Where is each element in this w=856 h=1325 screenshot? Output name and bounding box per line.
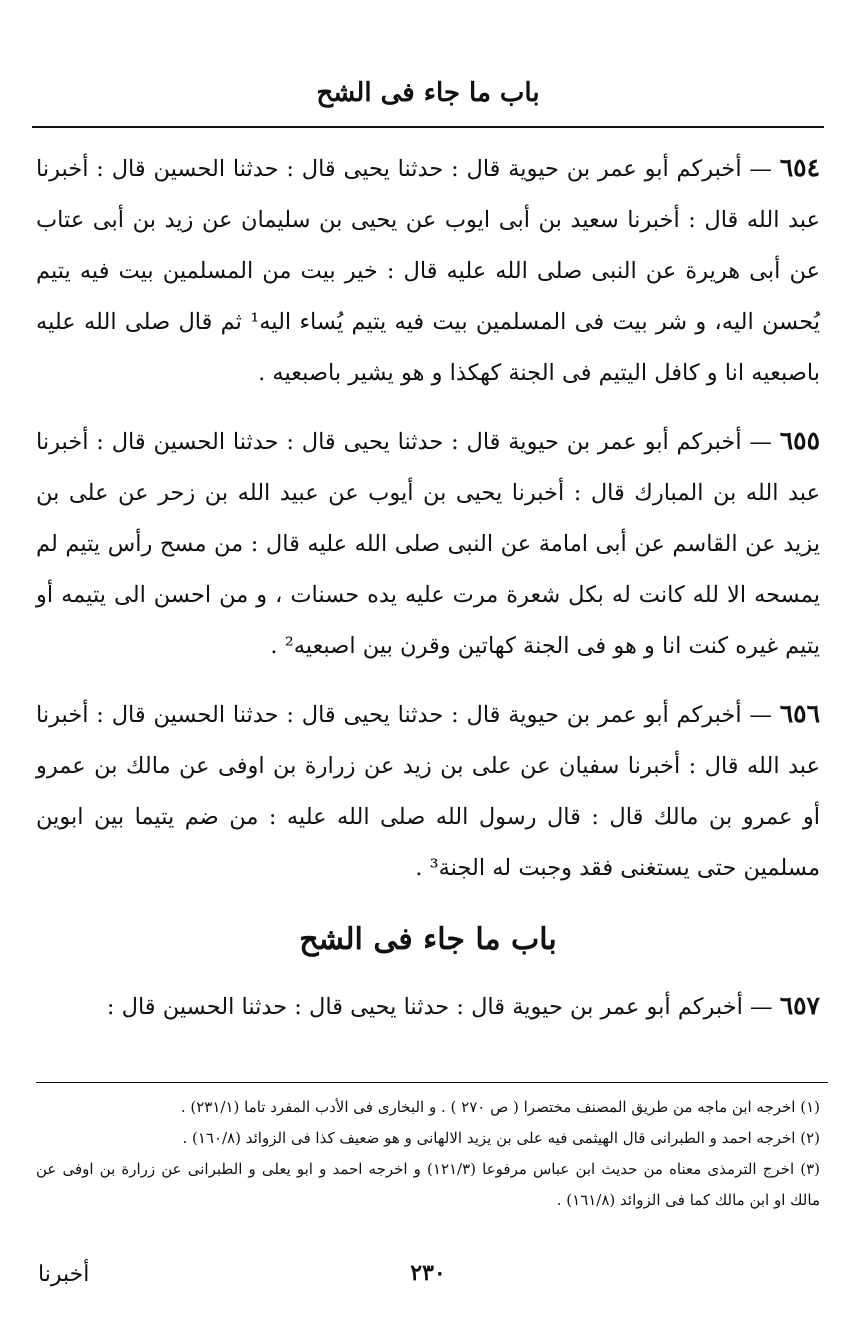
- footnotes: [36, 1092, 820, 1216]
- hadith-654: [36, 142, 820, 399]
- footnote-1: (١) اخرجه ابن ماجه من طريق المصنف مختصرا ( ص ٢٧٠ ) . و البخارى فى الأدب المفرد تاما (٢٣١/١) .: [180, 1098, 820, 1116]
- hadith-paragraph: [36, 980, 820, 1033]
- hadith-text: — أخبركم أبو عمر بن حيوية قال : حدثنا يحيى قال : حدثنا الحسين قال :: [106, 994, 773, 1020]
- footnote-2: (٢) اخرجه احمد و الطبرانى قال الهيثمى فيه على بن يزيد الالهانى و هو ضعيف كذا فى الزوائد (١٦٠/٨) .: [182, 1129, 820, 1147]
- footnote-3: (٣) اخرج الترمذى معناه من حديث ابن عباس مرفوعا (١٢١/٣) و اخرجه احمد و ابو يعلى و الطبرانى عن زرارة بن اوفى عن مالك او ابن مالك كما فى الزوائد (١٦١/٨) .: [36, 1160, 820, 1209]
- hadith-657: [36, 980, 820, 1033]
- hadith-text: — أخبركم أبو عمر بن حيوية قال : حدثنا يحيى قال : حدثنا الحسين قال : أخبرنا عبد الله قال : أخبرنا سفيان عن على بن زيد عن زرارة بن اوفى عن مالك بن عمرو أو عمرو بن مالك قال : قال رسول الله صلى الله عليه : من ضم يتيما بين ابوين مسلمين حتى يستغنى فقد وجبت له الجنة³ .: [36, 702, 820, 881]
- hadith-number: ٦٥٤: [779, 153, 821, 182]
- hadith-paragraph: [36, 688, 820, 894]
- hadith-text: — أخبركم أبو عمر بن حيوية قال : حدثنا يحيى قال : حدثنا الحسين قال : أخبرنا عبد الله قال : أخبرنا سعيد بن أبى ايوب عن يحيى بن سليمان عن زيد بن أبى عتاب عن أبى هريرة عن النبى صلى الله عليه قال : خير بيت من المسلمين بيت فيه يتيم يُحسن اليه، و شر بيت فى المسلمين بيت فيه يتيم يُساء اليه¹ ثم قال صلى الله عليه باصبعيه انا و كافل اليتيم فى الجنة كهكذا و هو يشير باصبعيه .: [36, 156, 821, 386]
- page-number: ٢٣٠: [410, 1260, 446, 1286]
- hadith-paragraph: [36, 142, 820, 399]
- catchword: أخبرنا: [38, 1262, 90, 1287]
- hadith-number: ٦٥٧: [779, 991, 820, 1020]
- hadith-number: ٦٥٦: [779, 699, 821, 728]
- chapter-heading: باب ما جاء فى الشح: [299, 922, 557, 957]
- header-rule: [32, 126, 824, 128]
- hadith-655: [36, 415, 820, 672]
- running-head: باب ما جاء فى الشح: [316, 78, 540, 108]
- hadith-656: [36, 688, 820, 894]
- hadith-text: — أخبركم أبو عمر بن حيوية قال : حدثنا يحيى قال : حدثنا الحسين قال : أخبرنا عبد الله بن المبارك قال : أخبرنا يحيى بن أيوب عن عبيد الله بن زحر عن على بن يزيد عن القاسم عن أبى امامة عن النبى صلى الله عليه قال : من مسح رأس يتيم لم يمسحه الا لله كانت له بكل شعرة مرت عليه يده حسنات ، و من احسن الى يتيمه أو يتيم غيره كنت انا و هو فى الجنة كهاتين وقرن بين اصبعيه² .: [36, 429, 820, 659]
- footnote-rule: [36, 1082, 828, 1083]
- hadith-paragraph: [36, 415, 820, 672]
- main-text: [36, 142, 820, 1049]
- hadith-number: ٦٥٥: [779, 426, 821, 455]
